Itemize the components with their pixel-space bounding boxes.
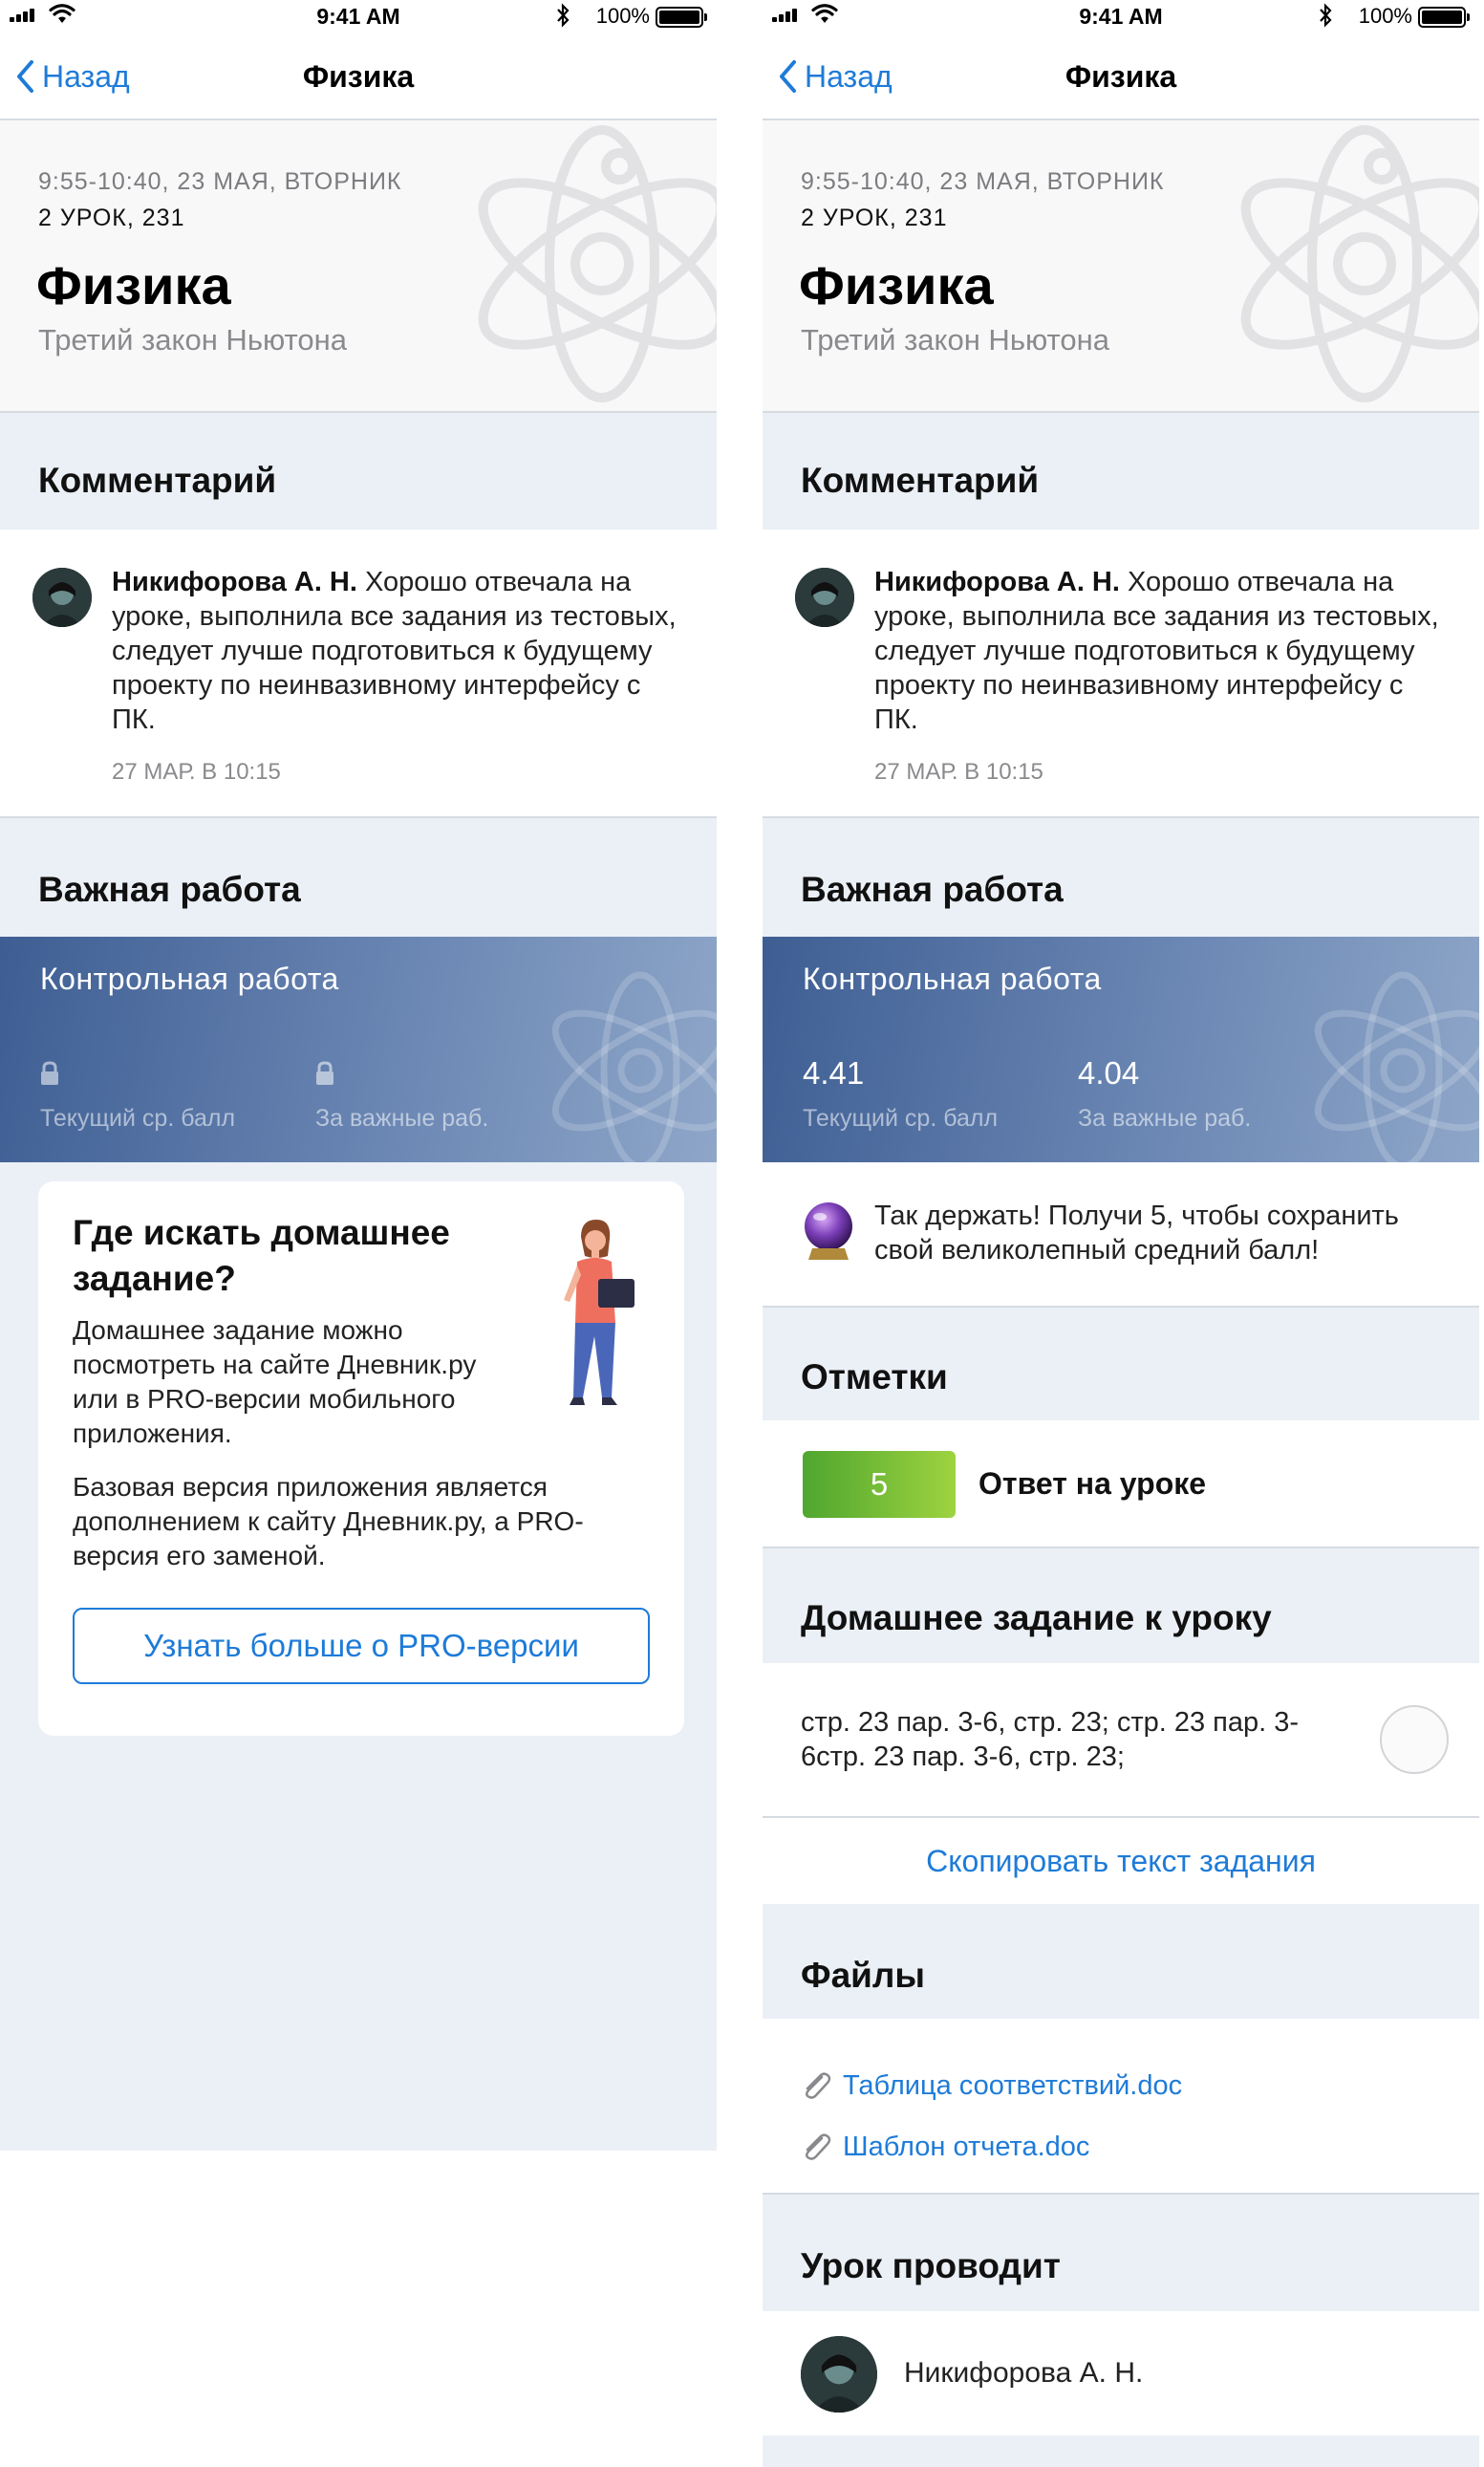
- lesson-topic: Третий закон Ньютона: [801, 323, 1109, 357]
- teacher-section-header: [763, 2195, 1479, 2311]
- homework-item: [763, 1663, 1479, 1816]
- section-title: Комментарий: [801, 461, 1040, 500]
- file-link[interactable]: [801, 2128, 1089, 2166]
- lock-icon: [315, 1061, 334, 1086]
- lesson-subject: Физика: [799, 255, 994, 315]
- important-work-section-header: [763, 818, 1479, 937]
- section-title: Комментарий: [38, 461, 277, 500]
- comment-text-block: [874, 565, 1452, 737]
- status-bar: [763, 0, 1479, 32]
- promo-paragraph-1: Домашнее задание можно посмотреть на сайте Дневник.ру или в PRO-версии мобильного приложения.: [73, 1315, 477, 1448]
- file-link[interactable]: [801, 2067, 1182, 2105]
- files-list: [763, 2019, 1479, 2193]
- bluetooth-icon: [1319, 2, 1332, 29]
- screen-pro-version: [763, 0, 1479, 2467]
- comment-text: Хорошо отвечала на уроке, выполнила все задания из тестовых, следует лучше подготовиться к будущему проекту по неинвазивному интерфейсу с ПК.: [874, 567, 1439, 735]
- homework-text: стр. 23 пар. 3-6, стр. 23; стр. 23 пар. 3-6стр. 23 пар. 3-6, стр. 23;: [801, 1707, 1300, 1772]
- file-name: Таблица соответствий.doc: [843, 2069, 1183, 2101]
- section-title: Отметки: [801, 1357, 948, 1396]
- current-average-label: Текущий ср. балл: [803, 1105, 999, 1132]
- comment-card: [763, 530, 1479, 816]
- important-average-label: За важные раб.: [315, 1105, 489, 1132]
- lesson-datetime: 9:55-10:40, 23 МАЯ, ВТОРНИК: [38, 168, 402, 195]
- pro-version-promo-card: [38, 1181, 684, 1736]
- comment-section-header: [763, 413, 1479, 530]
- teacher-avatar: [32, 568, 92, 627]
- promo-title: Где искать домашнее задание?: [73, 1213, 450, 1298]
- status-bar: [0, 0, 717, 32]
- comment-text: Хорошо отвечала на уроке, выполнила все задания из тестовых, следует лучше подготовиться к будущему проекту по неинвазивному интерфейсу с ПК.: [112, 567, 677, 735]
- lesson-header: [763, 120, 1479, 411]
- current-average-value: 4.41: [803, 1055, 865, 1091]
- tip-text: Так держать! Получи 5, чтобы сохранить свой великолепный средний балл!: [874, 1201, 1399, 1266]
- screen-basic-version: [0, 0, 717, 2467]
- lesson-subject: Физика: [36, 255, 231, 315]
- files-section-header: [763, 1904, 1479, 2019]
- atom-icon: [1298, 965, 1479, 1162]
- lesson-header: [0, 120, 717, 411]
- section-title: Важная работа: [801, 870, 1064, 909]
- marks-section-header: [763, 1308, 1479, 1420]
- comment-section-header: [0, 413, 717, 530]
- crystal-ball-icon: [801, 1201, 856, 1262]
- section-title: Важная работа: [38, 870, 301, 909]
- section-title: Домашнее задание к уроку: [801, 1598, 1272, 1637]
- grade-badge: 5: [803, 1451, 956, 1518]
- comment-author: Никифорова А. Н.: [112, 567, 357, 597]
- paperclip-icon: [801, 2071, 833, 2100]
- section-title: Файлы: [801, 1956, 926, 1995]
- back-button-label: Назад: [805, 58, 893, 94]
- lesson-number-room: 2 УРОК, 231: [38, 205, 185, 231]
- important-average-value: 4.04: [1078, 1055, 1140, 1091]
- current-average-label: Текущий ср. балл: [40, 1105, 236, 1132]
- mark-label: Ответ на уроке: [979, 1466, 1207, 1501]
- teacher-row[interactable]: [763, 2311, 1479, 2435]
- lesson-datetime: 9:55-10:40, 23 МАЯ, ВТОРНИК: [801, 168, 1165, 195]
- battery-icon: [656, 7, 703, 28]
- work-card-title: Контрольная работа: [40, 962, 339, 996]
- homework-section-header: [763, 1548, 1479, 1663]
- mark-row[interactable]: [763, 1420, 1479, 1547]
- bluetooth-icon: [556, 2, 570, 29]
- important-average-label: За важные раб.: [1078, 1105, 1252, 1132]
- battery-percent: 100%: [1358, 4, 1412, 28]
- battery-icon: [1418, 7, 1466, 28]
- bottom-section-edge: [763, 2435, 1479, 2467]
- work-card-title: Контрольная работа: [803, 962, 1102, 996]
- comment-author: Никифорова А. Н.: [874, 567, 1120, 597]
- atom-icon: [1212, 120, 1479, 411]
- lock-icon: [40, 1061, 59, 1086]
- section-title: Урок проводит: [801, 2246, 1061, 2285]
- atom-icon: [449, 120, 717, 411]
- learn-more-pro-button[interactable]: Узнать больше о PRO-версии: [73, 1608, 650, 1684]
- copy-homework-button[interactable]: Скопировать текст задания: [763, 1818, 1479, 1904]
- atom-icon: [535, 965, 717, 1162]
- teacher-avatar: [801, 2336, 877, 2413]
- nav-title: Физика: [302, 59, 415, 94]
- status-time: 9:41 AM: [1079, 4, 1163, 29]
- status-time: 9:41 AM: [316, 4, 400, 29]
- teacher-name: Никифорова А. Н.: [904, 2357, 1144, 2389]
- nav-title: Физика: [1065, 59, 1177, 94]
- lesson-number-room: 2 УРОК, 231: [801, 205, 948, 231]
- comment-timestamp: 27 МАР. В 10:15: [874, 759, 1043, 785]
- battery-percent: 100%: [595, 4, 650, 28]
- comment-timestamp: 27 МАР. В 10:15: [112, 759, 281, 785]
- important-work-card[interactable]: [0, 937, 717, 1162]
- comment-text-block: [112, 565, 690, 737]
- lesson-topic: Третий закон Ньютона: [38, 323, 347, 357]
- teacher-avatar: [795, 568, 854, 627]
- promo-paragraph-2: Базовая версия приложения является дополнением к сайту Дневник.ру, а PRO-версия его заменой.: [73, 1472, 584, 1570]
- navigation-bar: [763, 32, 1479, 120]
- back-button-label: Назад: [42, 58, 130, 94]
- woman-with-laptop-illustration: [552, 1218, 640, 1418]
- motivation-tip: [763, 1162, 1479, 1306]
- comment-card: [0, 530, 717, 816]
- navigation-bar: [0, 32, 717, 120]
- file-name: Шаблон отчета.doc: [843, 2131, 1090, 2162]
- important-work-section-header: [0, 818, 717, 937]
- important-work-card[interactable]: [763, 937, 1479, 1162]
- paperclip-icon: [801, 2132, 833, 2161]
- homework-done-checkbox[interactable]: [1380, 1705, 1449, 1774]
